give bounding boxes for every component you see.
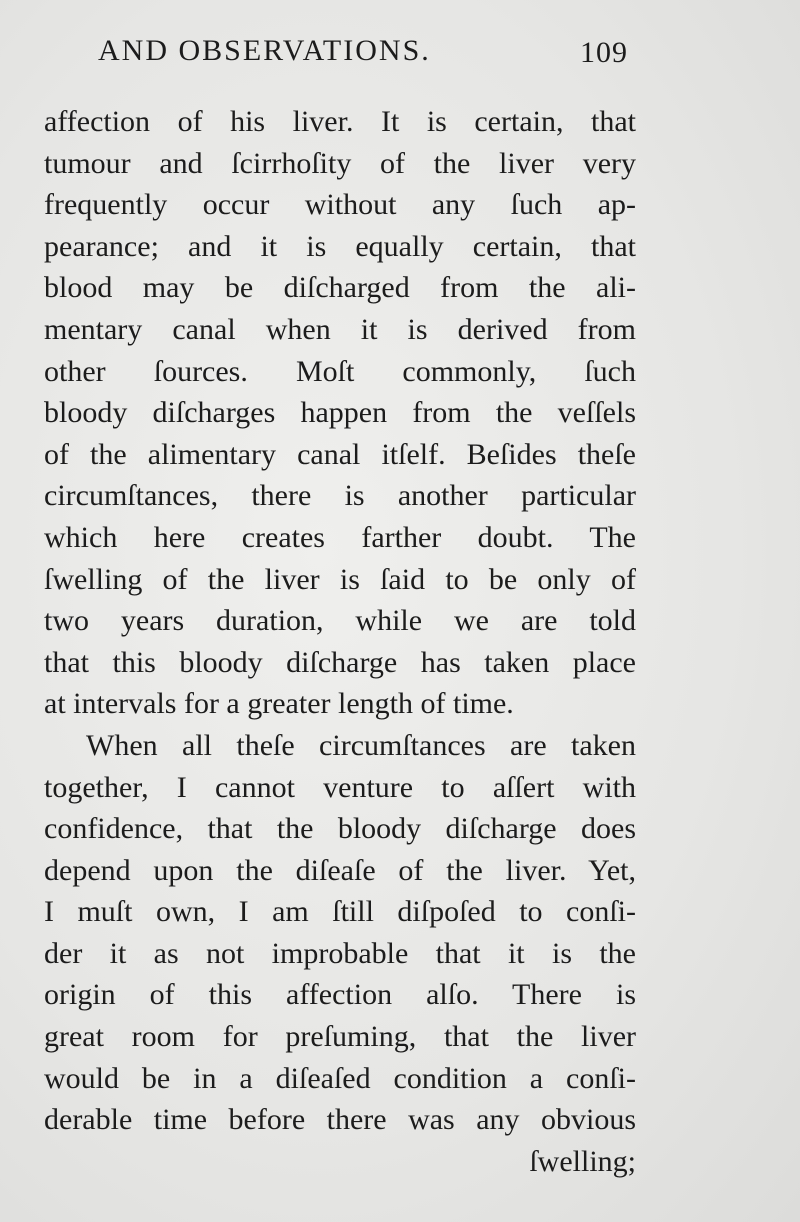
body-text [44, 101, 636, 1182]
text-line: derable time before there was any obvious [44, 1103, 636, 1137]
page-number: 109 [580, 36, 628, 69]
text-line: depend upon the diſeaſe of the liver. Yet, [44, 853, 636, 887]
text-line: ſwelling; [529, 1144, 636, 1178]
text-line: When all theſe circumſtances are taken [86, 728, 636, 762]
text-line: bloody diſcharges happen from the veſſels [44, 396, 636, 430]
text-line: which here creates farther doubt. The [44, 520, 636, 554]
text-line: der it as not improbable that it is the [44, 936, 636, 970]
text-line: great room for preſuming, that the liver [44, 1020, 636, 1054]
text-line: other ſources. Moſt commonly, ſuch [44, 354, 636, 388]
text-line: ſwelling of the liver is ſaid to be only of [44, 562, 636, 596]
text-line: circumſtances, there is another particular [44, 479, 636, 513]
text-line: that this bloody diſcharge has taken place [44, 645, 636, 679]
running-head: AND OBSERVATIONS. [98, 34, 431, 67]
text-line: blood may be diſcharged from the ali- [44, 271, 636, 305]
text-line: confidence, that the bloody diſcharge does [44, 812, 636, 846]
text-line: at intervals for a greater length of time. [44, 687, 514, 721]
text-line: mentary canal when it is derived from [44, 312, 636, 346]
text-line: two years duration, while we are told [44, 604, 636, 638]
text-line: would be in a diſeaſed condition a conſi- [44, 1061, 636, 1095]
text-line: tumour and ſcirrhoſity of the liver very [44, 146, 636, 180]
text-line: I muſt own, I am ſtill diſpoſed to conſi- [44, 895, 636, 929]
text-line: frequently occur without any ſuch ap- [44, 188, 636, 222]
text-line: pearance; and it is equally certain, that [44, 229, 636, 263]
text-line: together, I cannot venture to aſſert with [44, 770, 636, 804]
text-line: affection of his liver. It is certain, that [44, 105, 636, 138]
page-header [98, 34, 628, 74]
text-line: origin of this affection alſo. There is [44, 978, 636, 1012]
text-line: of the alimentary canal itſelf. Beſides theſe [44, 437, 636, 471]
